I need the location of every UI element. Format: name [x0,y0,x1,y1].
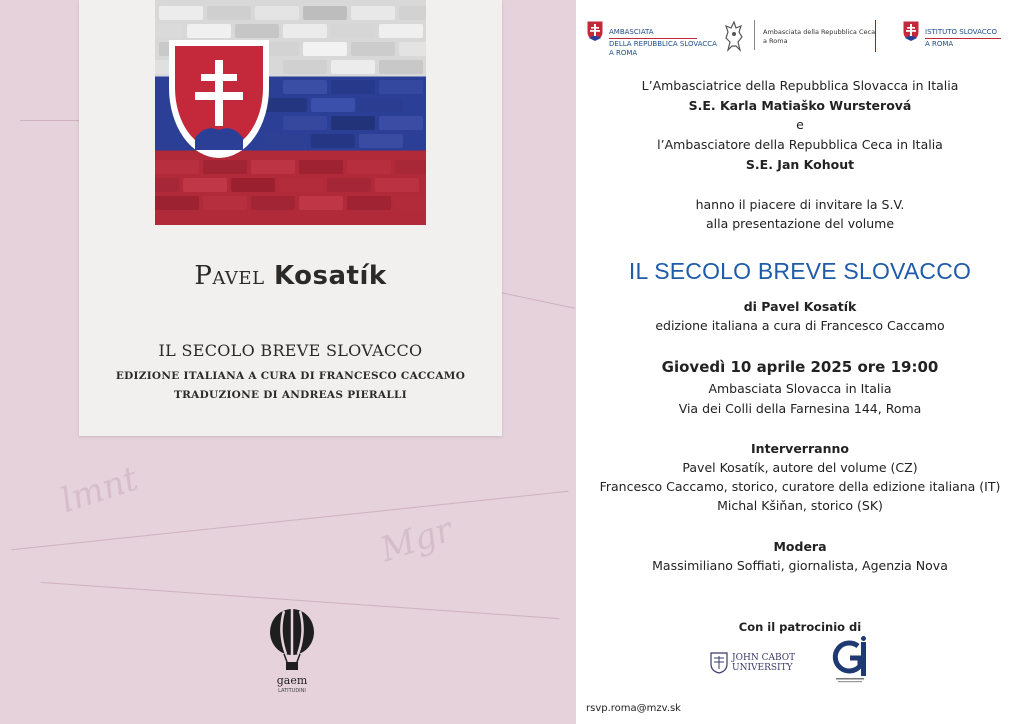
logo-3-line2: A ROMA [925,40,954,48]
john-cabot-university-logo [710,652,795,674]
patronage-logos [576,636,1024,686]
host-2-name: S.E. Jan Kohout [745,157,855,172]
cover-author-first: Pavel [194,261,265,291]
patron-1-line1: JOHN CABOT [732,653,796,663]
speaker-item: Francesco Caccamo, storico, curatore della edizione italiana (IT) [599,479,1001,494]
event-address: Via dei Colli della Farnesina 144, Roma [678,401,922,416]
background-decoration [20,120,80,121]
cover-author-last: Kosatík [273,261,387,291]
czech-lion-emblem-icon [722,20,746,52]
logo-slovak-institute [902,20,1001,49]
university-crest-icon [710,652,728,674]
logo-1-line2: DELLA REPUBBLICA SLOVACCA [609,40,717,48]
logo-3-line1: ISTITUTO SLOVACCO [925,28,998,36]
event-date: Giovedì 10 aprile 2025 ore 19:00 [661,358,939,376]
background-decoration [501,292,576,309]
cover-author [79,258,502,291]
brick-wall-flag-image [155,0,426,225]
slovak-shield-icon [586,20,604,42]
host-2-title: l’Ambasciatore della Repubblica Ceca in Italia [657,137,943,152]
publisher-logo [262,608,322,698]
slovak-coat-of-arms-icon [169,40,269,158]
speakers-heading: Interverranno [751,441,849,456]
rsvp-email[interactable]: rsvp.roma@mzv.sk [586,703,681,714]
book-title-heading: IL SECOLO BREVE SLOVACCO [628,258,972,284]
book-cover [79,0,502,436]
patronage-heading: Con il patrocinio di [738,620,862,634]
speaker-item: Michal Kšiňan, storico (SK) [717,498,883,513]
moderator-name: Massimiliano Soffiati, giornalista, Agenzia Nova [652,558,948,573]
hot-air-balloon-icon [262,608,322,672]
publisher-tagline: LATITUDINI [278,688,306,694]
moderator-heading: Modera [773,539,827,554]
book-author: di Pavel Kosatík [743,299,857,314]
speaker-item: Pavel Kosatík, autore del volume (CZ) [682,460,918,475]
host-1-name: S.E. Karla Matiaško Wursterová [688,98,912,113]
logo-1-line3: A ROMA [609,49,638,57]
background-script: lmnt [55,458,143,522]
background-script: Mgr [375,509,458,571]
event-venue: Ambasciata Slovacca in Italia [708,381,892,396]
header-divider [875,20,876,52]
logo-slovak-embassy [586,20,717,58]
cover-title: IL SECOLO BREVE SLOVACCO [158,341,423,360]
invitation-line-1: hanno il piacere di invitare la S.V. [695,197,905,212]
logo-2-line2: a Roma [763,37,788,45]
logo-czech-embassy [722,20,875,52]
host-1-title: L’Ambasciatrice della Repubblica Slovacca in Italia [641,78,959,93]
logo-2-line1: Ambasciata della Repubblica Ceca [763,28,876,36]
gi-institute-logo [832,636,868,688]
logo-1-line1: AMBASCIATA [609,28,654,36]
cover-subtitle-translator: TRADUZIONE DI ANDREAS PIERALLI [174,389,407,401]
conjunction: e [796,117,804,132]
publisher-name: gaem [276,674,308,687]
invitation-panel [576,0,1024,724]
book-editor: edizione italiana a cura di Francesco Caccamo [655,318,945,333]
gi-monogram-icon [832,636,868,684]
patron-1-line2: UNIVERSITY [732,663,793,673]
cover-subtitle-editor: EDIZIONE ITALIANA A CURA DI FRANCESCO CACCAMO [115,370,466,382]
invitation-line-2: alla presentazione del volume [705,216,895,231]
slovak-shield-icon [902,20,920,42]
